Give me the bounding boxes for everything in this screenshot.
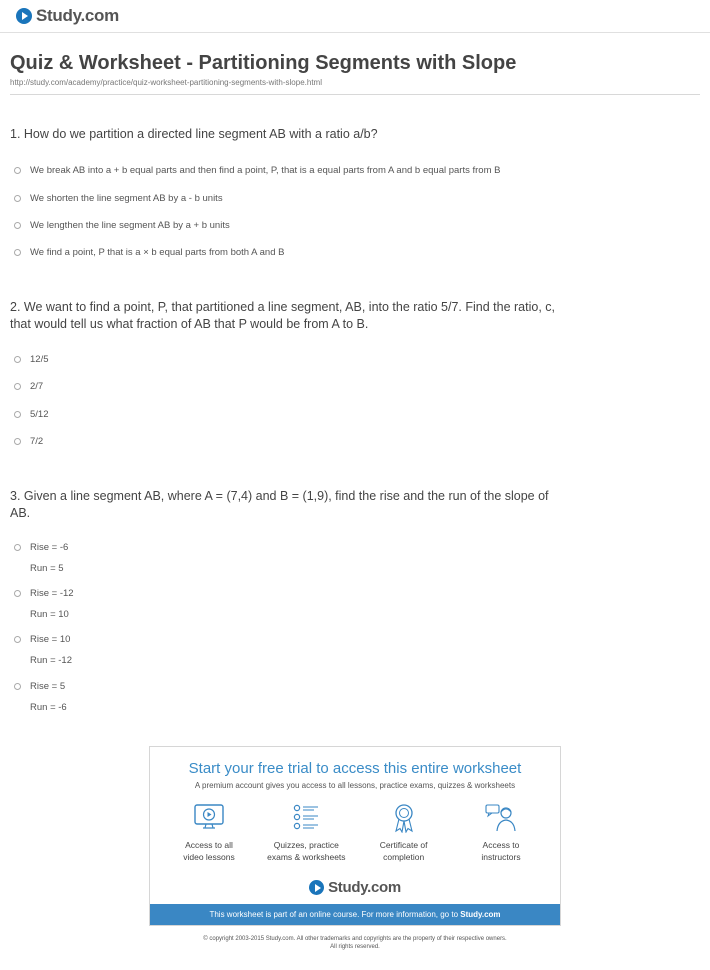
question-3: 3. Given a line segment AB, where A = (7,4) and B = (1,9), find the rise and the run of the slope of AB.	[10, 489, 549, 520]
choice-text: Rise = -12	[30, 588, 74, 599]
radio-button[interactable]	[14, 411, 21, 418]
radio-button[interactable]	[14, 167, 21, 174]
radio-button[interactable]	[14, 636, 21, 643]
promo-study-logo[interactable]	[150, 879, 560, 896]
study-logo[interactable]	[16, 6, 119, 26]
logo-text: Study.com	[36, 6, 119, 25]
choice-text: Rise = -6	[30, 542, 69, 553]
choice-text: Rise = 5	[30, 681, 66, 692]
quiz-list-icon	[289, 803, 323, 833]
question-2: 2. We want to find a point, P, that partitioned a line segment, AB, into the ratio 5/7. Find the ratio, c, that would tell us what fraction of AB that P would be from A to B.	[10, 300, 556, 331]
choice-text: We break AB into a + b equal parts and then find a point, P, that is a equal parts from A and b equal parts from B	[30, 165, 501, 176]
feature-list	[164, 803, 546, 863]
promo-footer-link[interactable]: Study.com	[460, 910, 501, 919]
feature-label: Quizzes, practice exams & worksheets	[267, 840, 346, 862]
promo-footer-bar	[150, 904, 560, 925]
choice-text: Run = -6	[30, 702, 67, 713]
choice-q1-c[interactable]	[14, 220, 230, 232]
promo-title[interactable]: Start your free trial to access this entire worksheet	[188, 760, 522, 777]
choice-q3-a[interactable]	[14, 542, 68, 575]
video-lesson-icon	[192, 803, 226, 833]
choice-q3-b[interactable]	[14, 588, 74, 621]
feature-quizzes	[261, 803, 351, 863]
header-divider	[10, 94, 700, 95]
choice-q3-d[interactable]	[14, 681, 67, 714]
choice-q2-b[interactable]	[14, 381, 43, 393]
radio-button[interactable]	[14, 222, 21, 229]
play-logo-icon	[309, 880, 324, 895]
promo-subtitle: A premium account gives you access to all lessons, practice exams, quizzes & worksheets	[194, 781, 516, 790]
choice-text: We find a point, P that is a × b equal parts from both A and B	[30, 247, 285, 258]
choice-q1-d[interactable]	[14, 247, 284, 259]
copyright-line: All rights reserved.	[330, 944, 380, 950]
choice-text: Run = 5	[30, 563, 64, 574]
radio-button[interactable]	[14, 249, 21, 256]
feature-instructors	[456, 803, 546, 863]
choice-text: We lengthen the line segment AB by a + b units	[30, 220, 230, 231]
copyright-line: © copyright 2003-2015 Study.com. All other trademarks and copyrights are the property of their respective owners.	[203, 936, 507, 942]
choice-text: We shorten the line segment AB by a - b units	[30, 193, 223, 204]
question-1: 1. How do we partition a directed line segment AB with a ratio a/b?	[10, 127, 378, 141]
promo-footer-text: This worksheet is part of an online course. For more information, go to	[209, 910, 461, 919]
feature-video-lessons	[164, 803, 254, 863]
page-title: Quiz & Worksheet - Partitioning Segments with Slope	[10, 52, 517, 74]
choice-text: 12/5	[30, 354, 49, 365]
free-trial-promo	[149, 746, 561, 926]
choice-text: Run = -12	[30, 655, 72, 666]
certificate-icon	[387, 803, 421, 833]
choice-q2-c[interactable]	[14, 409, 49, 421]
radio-button[interactable]	[14, 438, 21, 445]
feature-label: Certificate of completion	[379, 840, 428, 862]
choice-text: 7/2	[30, 436, 44, 447]
choice-text: Rise = 10	[30, 634, 71, 645]
feature-label: Access to all video lessons	[183, 840, 235, 862]
top-divider	[0, 32, 710, 33]
play-logo-icon	[16, 8, 32, 24]
radio-button[interactable]	[14, 356, 21, 363]
radio-button[interactable]	[14, 383, 21, 390]
logo-text: Study.com	[328, 879, 401, 896]
choice-text: Run = 10	[30, 609, 69, 620]
radio-button[interactable]	[14, 683, 21, 690]
choice-text: 2/7	[30, 381, 44, 392]
choice-text: 5/12	[30, 409, 49, 420]
choice-q3-c[interactable]	[14, 634, 72, 667]
choice-q2-d[interactable]	[14, 436, 43, 448]
choice-q1-a[interactable]	[14, 165, 500, 177]
radio-button[interactable]	[14, 590, 21, 597]
feature-label: Access to instructors	[481, 840, 521, 862]
choice-q1-b[interactable]	[14, 193, 223, 205]
feature-certificate	[359, 803, 449, 863]
choice-q2-a[interactable]	[14, 354, 49, 366]
copyright	[0, 935, 710, 951]
radio-button[interactable]	[14, 195, 21, 202]
page-url: http://study.com/academy/practice/quiz-worksheet-partitioning-segments-with-slope.html	[10, 78, 322, 87]
radio-button[interactable]	[14, 544, 21, 551]
instructor-icon	[484, 803, 518, 833]
